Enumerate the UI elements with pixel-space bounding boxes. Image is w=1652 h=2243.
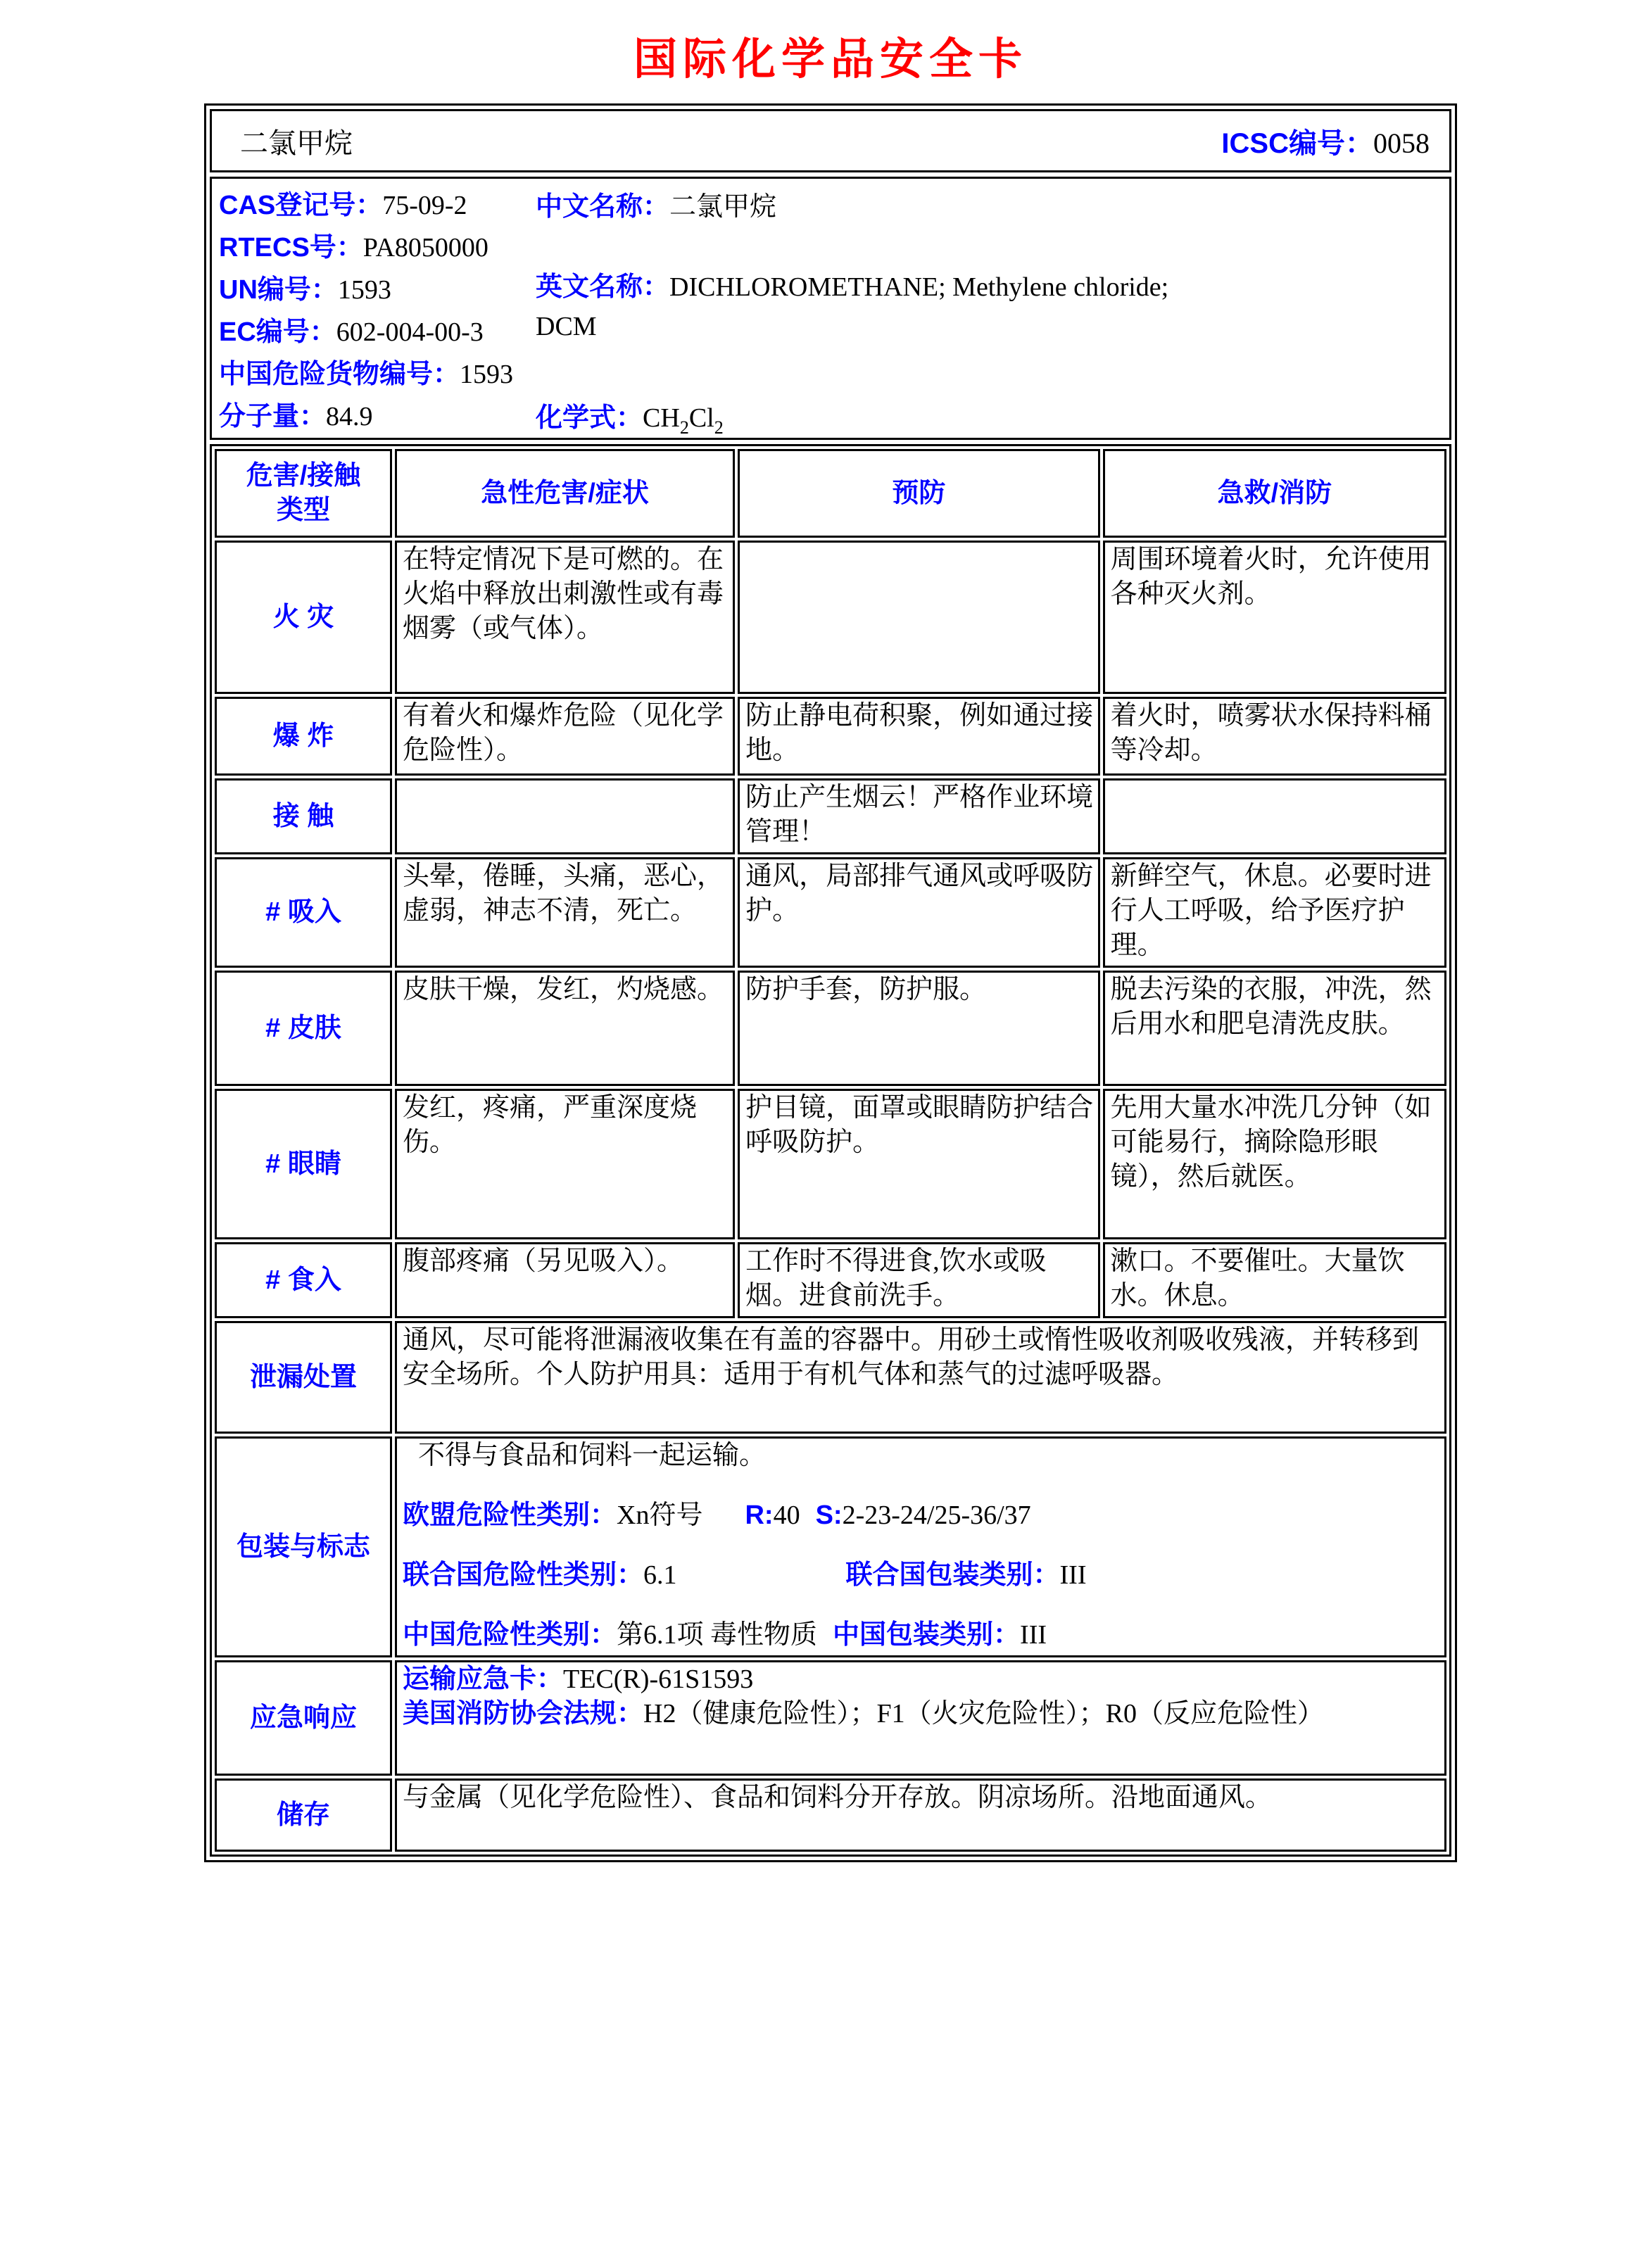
r-phrases-label: R: [745,1500,774,1530]
row-inhalation [215,857,1446,968]
row-fire-aid: 周围环境着火时，允许使用各种灭火剂。 [1103,541,1446,694]
eu-hazard-class-label: 欧盟危险性类别： [403,1500,617,1530]
s-phrases-label: S: [815,1500,843,1530]
row-ingestion-aid: 漱口。不要催吐。大量饮水。休息。 [1103,1242,1446,1318]
ec-number-row [219,311,513,353]
chemical-formula-row [536,396,724,438]
cas-number-row [219,184,513,227]
transport-emergency-card-value: TEC(R)-61S1593 [563,1664,754,1694]
chemical-name-cn: 二氯甲烷 [240,127,353,159]
icsc-number [1221,121,1430,161]
formula-part: Cl [688,403,714,433]
row-ingestion-prevention: 工作时不得进食,饮水或吸烟。进食前洗手。 [738,1242,1099,1318]
cas-number-label: CAS登记号： [219,191,383,220]
molecular-weight-row [219,396,513,438]
ec-number-label: EC编号： [219,317,336,347]
rtecs-number-label: RTECS号： [219,233,363,263]
row-spill-disposal-label: 泄漏处置 [215,1321,392,1434]
molecular-weight-value: 84.9 [326,402,373,431]
header-prevention: 预防 [738,449,1099,538]
page-title: 国际化学品安全卡 [633,36,1028,84]
row-exposure-label: 接 触 [215,778,392,854]
row-emergency-response [215,1660,1446,1776]
chinese-name-value: 二氯甲烷 [669,192,777,222]
row-ingestion-symptoms: 腹部疼痛（另见吸入）。 [395,1242,735,1318]
cn-packing-group-label: 中国包装类别： [833,1620,1021,1650]
row-exposure [215,778,1446,854]
row-skin [215,971,1446,1086]
packaging-cn-line [403,1618,1440,1653]
chemical-name-header [210,109,1451,172]
english-name-row [536,267,1183,346]
row-ingestion-label: # 食入 [215,1242,392,1318]
china-dangerous-goods-number-label: 中国危险货物编号： [219,360,460,389]
cn-packing-group-value: III [1020,1620,1047,1650]
row-skin-symptoms: 皮肤干燥，发红，灼烧感。 [395,971,735,1086]
row-exposure-prevention: 防止产生烟云！严格作业环境管理！ [738,778,1099,854]
row-spill-disposal [215,1321,1446,1434]
hazard-table [210,444,1451,1857]
row-packaging-label: 包装与标志 [215,1436,392,1657]
header-hazard-type [215,449,392,538]
china-dangerous-goods-number-value: 1593 [460,360,514,389]
row-emergency-label: 应急响应 [215,1660,392,1776]
rtecs-number-value: PA8050000 [362,233,488,263]
row-ingestion [215,1242,1446,1318]
row-explosion-symptoms: 有着火和爆炸危险（见化学危险性）。 [395,697,735,776]
packaging-transport-note: 不得与食品和饲料一起运输。 [418,1441,767,1470]
un-number-value: 1593 [337,275,391,305]
un-number-label: UN编号： [219,275,338,305]
packaging-eu-line [403,1498,1440,1533]
rtecs-number-row [219,227,513,269]
row-eyes-symptoms: 发红，疼痛，严重深度烧伤。 [395,1089,735,1239]
row-exposure-symptoms [395,778,735,854]
row-skin-prevention: 防护手套，防护服。 [738,971,1099,1086]
row-fire [215,541,1446,694]
un-hazard-class-value: 6.1 [643,1560,677,1590]
icsc-number-label: ICSC编号： [1221,127,1373,159]
icsc-card [204,103,1457,1862]
emergency-nfpa-line [403,1697,1440,1731]
china-dangerous-goods-number-row [219,353,513,396]
row-packaging-content [395,1436,1446,1657]
row-storage-text: 与金属（见化学危险性）、食品和饲料分开存放。阴凉场所。沿地面通风。 [395,1778,1446,1852]
formula-part: CH [643,403,680,433]
row-packaging-labelling [215,1436,1446,1657]
chinese-name-label: 中文名称： [536,192,670,222]
row-inhalation-symptoms: 头晕，倦睡，头痛，恶心，虚弱，神志不清，死亡。 [395,857,735,968]
nfpa-code-value: H2（健康危险性）；F1（火灾危险性）；R0（反应危险性） [643,1699,1324,1729]
transport-emergency-card-label: 运输应急卡： [403,1664,564,1694]
nfpa-code-label: 美国消防协会法规： [403,1699,644,1729]
formula-subscript: 2 [714,417,724,438]
chinese-name-row [536,184,776,223]
s-phrases-value: 2-23-24/25-36/37 [842,1500,1031,1530]
icsc-number-value: 0058 [1373,127,1430,159]
row-fire-label: 火 灾 [215,541,392,694]
english-name-value: DICHLOROMETHANE; Methylene chloride; DCM [536,272,1169,341]
identifiers-left-column [219,184,513,438]
hazard-table-header-row [215,449,1446,538]
row-eyes-label: # 眼睛 [215,1089,392,1239]
header-symptoms: 急性危害/症状 [395,449,735,538]
row-explosion [215,697,1446,776]
row-explosion-label: 爆 炸 [215,697,392,776]
formula-subscript: 2 [679,417,689,438]
identifiers-section [210,177,1451,440]
header-first-aid: 急救/消防 [1103,449,1446,538]
molecular-weight-label: 分子量： [219,402,327,431]
cn-hazard-class-label: 中国危险性类别： [403,1620,617,1650]
chemical-formula-label: 化学式： [536,403,643,433]
row-exposure-aid [1103,778,1446,854]
row-eyes-aid: 先用大量水冲洗几分钟（如可能易行，摘除隐形眼镜），然后就医。 [1103,1089,1446,1239]
eu-hazard-class-value: Xn符号 [617,1500,703,1530]
row-inhalation-aid: 新鲜空气，休息。必要时进行人工呼吸，给予医疗护理。 [1103,857,1446,968]
header-hazard-type-line1: 危害/接触 [246,461,361,491]
row-fire-symptoms: 在特定情况下是可燃的。在火焰中释放出刺激性或有毒烟雾（或气体）。 [395,541,735,694]
un-number-row [219,269,513,311]
un-hazard-class-label: 联合国危险性类别： [403,1560,644,1590]
ec-number-value: 602-004-00-3 [336,317,484,347]
cas-number-value: 75-09-2 [382,191,467,220]
packaging-un-line [403,1558,1440,1593]
english-name-label: 英文名称： [536,272,670,302]
r-phrases-value: 40 [773,1500,800,1530]
un-packing-group-label: 联合国包装类别： [845,1560,1060,1590]
header-hazard-type-line2: 类型 [276,495,330,525]
row-fire-prevention [738,541,1099,694]
row-skin-label: # 皮肤 [215,971,392,1086]
row-emergency-content [395,1660,1446,1776]
row-eyes-prevention: 护目镜，面罩或眼睛防护结合呼吸防护。 [738,1089,1099,1239]
row-inhalation-label: # 吸入 [215,857,392,968]
un-packing-group-value: III [1059,1560,1087,1590]
row-explosion-aid: 着火时，喷雾状水保持料桶等冷却。 [1103,697,1446,776]
row-storage-label: 储存 [215,1778,392,1852]
row-inhalation-prevention: 通风，局部排气通风或呼吸防护。 [738,857,1099,968]
emergency-transport-card-line [403,1662,1440,1697]
row-spill-disposal-text: 通风，尽可能将泄漏液收集在有盖的容器中。用砂土或惰性吸收剂吸收残液，并转移到安全场所。个人防护用具：适用于有机气体和蒸气的过滤呼吸器。 [395,1321,1446,1434]
chemical-formula-value [643,403,724,438]
row-eyes [215,1089,1446,1239]
row-explosion-prevention: 防止静电荷积聚，例如通过接地。 [738,697,1099,776]
row-storage [215,1778,1446,1852]
cn-hazard-class-value: 第6.1项 毒性物质 [617,1620,818,1650]
row-skin-aid: 脱去污染的衣服，冲洗，然后用水和肥皂清洗皮肤。 [1103,971,1446,1086]
